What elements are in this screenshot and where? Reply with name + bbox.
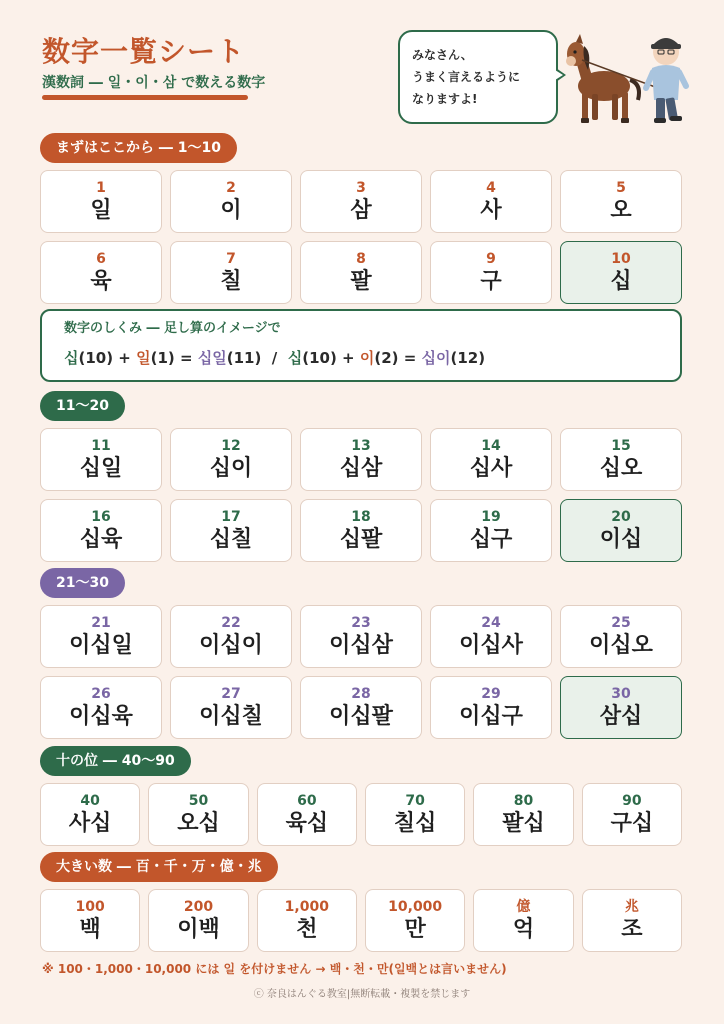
number-card [300, 241, 422, 304]
number-digit: 24 [481, 614, 501, 631]
number-card [582, 783, 682, 846]
number-korean: 십 [610, 268, 632, 294]
number-digit: 1 [96, 179, 106, 196]
number-card [300, 676, 422, 739]
number-card [170, 676, 292, 739]
speech-line: みなさん、 [412, 48, 473, 62]
number-digit: 23 [351, 614, 371, 631]
number-korean: 십오 [599, 455, 643, 481]
section-label-1-10: まずはここから ― 1〜10 [40, 133, 237, 163]
number-korean: 이백 [177, 916, 220, 942]
formula-part: (1) = [150, 349, 198, 367]
number-digit: 16 [91, 508, 111, 525]
number-digit: 100 [75, 898, 105, 915]
number-korean: 십사 [469, 455, 513, 481]
number-korean: 삼십 [599, 703, 643, 729]
number-digit: 7 [226, 250, 236, 267]
speech-line: なりますよ! [412, 92, 478, 106]
grid-21-30 [40, 605, 682, 739]
formula-part: 십 [287, 349, 303, 367]
number-card [430, 605, 552, 668]
number-digit: 50 [188, 792, 209, 809]
number-card [582, 889, 682, 952]
number-digit: 10,000 [388, 898, 443, 915]
number-korean: 사 [480, 197, 502, 223]
grid-11-20 [40, 428, 682, 562]
number-card [473, 783, 573, 846]
number-korean: 십칠 [209, 526, 253, 552]
number-korean: 십이 [209, 455, 253, 481]
number-korean: 칠십 [393, 810, 437, 836]
number-digit: 5 [616, 179, 626, 196]
formula-part: (10) + [78, 349, 137, 367]
section-label-tens: 十の位 ― 40〜90 [40, 746, 191, 776]
number-card [40, 605, 162, 668]
formula-part: 십이 [421, 349, 451, 367]
number-digit: 25 [611, 614, 631, 631]
number-korean: 십육 [79, 526, 123, 552]
number-card [473, 889, 573, 952]
formula-part: 십일 [197, 349, 227, 367]
number-card [430, 428, 552, 491]
grid-large-numbers [40, 889, 682, 952]
formula-part: (12) [450, 349, 486, 367]
number-korean: 이십 [599, 526, 643, 552]
number-card [300, 605, 422, 668]
number-korean: 이십삼 [329, 632, 393, 658]
number-digit: 70 [405, 792, 425, 809]
number-digit: 29 [481, 685, 501, 702]
number-korean: 육 [90, 268, 112, 294]
number-card [40, 889, 140, 952]
formula-part: (11) [226, 349, 262, 367]
number-digit: 8 [356, 250, 366, 267]
number-korean: 구십 [610, 810, 654, 836]
horse-icon [566, 34, 639, 123]
number-korean: 이십오 [589, 632, 653, 658]
number-card [40, 783, 140, 846]
number-card [257, 889, 357, 952]
speech-line: うまく言えるように [412, 70, 521, 84]
number-digit: 27 [221, 685, 241, 702]
number-card [560, 170, 682, 233]
number-card [40, 499, 162, 562]
footnote: ※ 100・1,000・10,000 には 일 を付けません → 백・천・만(일백とは言いません) [42, 962, 507, 976]
number-card [170, 428, 292, 491]
formula-part: 일 [136, 349, 151, 367]
number-korean: 십삼 [339, 455, 383, 481]
number-card [170, 605, 292, 668]
number-card [430, 676, 552, 739]
number-card [170, 499, 292, 562]
number-korean: 이십칠 [199, 703, 263, 729]
number-korean: 억 [512, 916, 535, 942]
number-digit: 10 [611, 250, 631, 267]
number-korean: 이십일 [69, 632, 133, 658]
number-korean: 육십 [285, 810, 329, 836]
number-korean: 이십이 [199, 632, 263, 658]
copyright-footer: ⓒ 奈良はんぐる教室|無断転載・複製を禁じます [253, 989, 471, 1000]
number-card [148, 889, 248, 952]
number-card [170, 241, 292, 304]
number-korean: 십팔 [339, 526, 383, 552]
number-korean: 십일 [79, 455, 123, 481]
number-card [300, 170, 422, 233]
number-digit: 2 [226, 179, 236, 196]
number-digit: 20 [611, 508, 631, 525]
number-card [430, 499, 552, 562]
number-korean: 오 [610, 197, 632, 223]
number-korean: 구 [480, 268, 502, 294]
number-card [560, 605, 682, 668]
number-korean: 사십 [68, 810, 112, 836]
number-digit: 兆 [624, 898, 639, 915]
number-digit: 11 [91, 437, 111, 454]
number-korean: 칠 [220, 268, 242, 294]
number-korean: 이 [220, 197, 242, 223]
number-card [148, 783, 248, 846]
number-digit: 90 [622, 792, 642, 809]
number-korean: 조 [621, 916, 643, 942]
grid-tens [40, 783, 682, 846]
number-card [430, 241, 552, 304]
page-subtitle: 漢数詞 ― 일・이・삼 で数える数字 [42, 75, 266, 91]
number-card [560, 428, 682, 491]
section-label-large-numbers: 大きい数 ― 百・千・万・億・兆 [40, 852, 278, 882]
number-digit: 15 [611, 437, 631, 454]
number-korean: 이십팔 [329, 703, 393, 729]
number-digit: 28 [351, 685, 371, 702]
mechanism-box [40, 309, 682, 382]
formula-separator: / [261, 349, 288, 367]
formula-part: 십 [64, 349, 79, 367]
number-digit: 80 [513, 792, 534, 809]
mechanism-title: 数字のしくみ ― 足し算のイメージで [64, 321, 281, 336]
number-korean: 오십 [177, 810, 220, 836]
number-digit: 13 [351, 437, 371, 454]
formula-part: (2) = [374, 349, 422, 367]
grid-1-10 [40, 170, 682, 304]
number-digit: 3 [356, 179, 366, 196]
number-korean: 일 [90, 197, 112, 223]
speech-bubble [398, 30, 558, 124]
number-korean: 십구 [469, 526, 513, 552]
number-card [170, 170, 292, 233]
number-korean: 천 [296, 916, 318, 942]
number-korean: 이십구 [459, 703, 523, 729]
number-korean: 백 [79, 916, 101, 942]
number-digit: 22 [221, 614, 241, 631]
number-card-highlighted [560, 676, 682, 739]
number-card [300, 428, 422, 491]
number-korean: 만 [404, 916, 426, 942]
horse-and-teacher-illustration [562, 28, 692, 128]
number-digit: 30 [611, 685, 631, 702]
number-card [40, 241, 162, 304]
number-card-highlighted [560, 241, 682, 304]
subtitle-underline [42, 95, 248, 100]
number-card [300, 499, 422, 562]
number-card [365, 783, 465, 846]
mechanism-formula [64, 347, 658, 368]
number-digit: 19 [481, 508, 501, 525]
number-card [40, 428, 162, 491]
number-card [40, 676, 162, 739]
page-title: 数字一覧シート [42, 35, 246, 68]
section-label-11-20: 11〜20 [40, 391, 125, 421]
number-card [257, 783, 357, 846]
section-label-21-30: 21〜30 [40, 568, 125, 598]
number-digit: 9 [486, 250, 496, 267]
number-digit: 12 [221, 437, 241, 454]
number-korean: 팔십 [502, 810, 545, 836]
number-card [430, 170, 552, 233]
number-digit: 40 [80, 792, 100, 809]
number-korean: 팔 [350, 268, 372, 294]
number-digit: 14 [481, 437, 501, 454]
number-digit: 18 [351, 508, 371, 525]
number-korean: 이십사 [459, 632, 523, 658]
number-card [365, 889, 465, 952]
number-card-highlighted [560, 499, 682, 562]
number-digit: 60 [297, 792, 317, 809]
number-digit: 200 [183, 898, 214, 915]
number-digit: 1,000 [284, 898, 329, 915]
number-digit: 億 [516, 898, 531, 915]
number-korean: 이십육 [69, 703, 133, 729]
number-digit: 26 [91, 685, 111, 702]
number-digit: 6 [96, 250, 106, 267]
number-digit: 17 [221, 508, 241, 525]
number-card [40, 170, 162, 233]
number-korean: 삼 [350, 197, 372, 223]
formula-part: (10) + [302, 349, 360, 367]
number-digit: 21 [91, 614, 111, 631]
formula-part: 이 [359, 349, 375, 367]
number-digit: 4 [486, 179, 496, 196]
